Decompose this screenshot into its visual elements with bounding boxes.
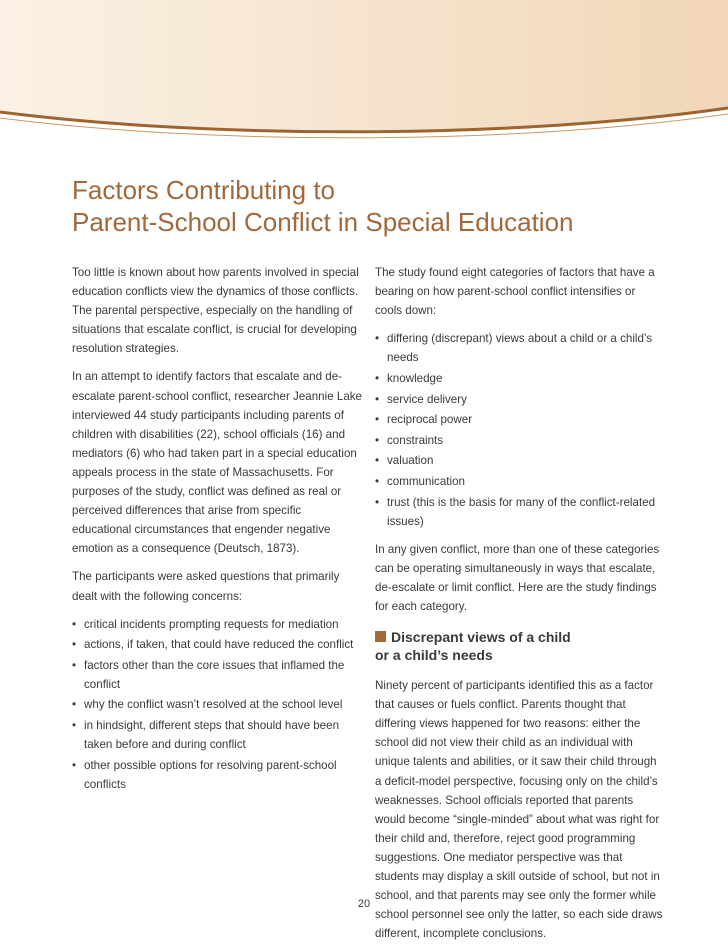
questions-intro-paragraph: The participants were asked questions that primarily dealt with the following concerns: — [72, 570, 340, 603]
study-description-paragraph: In an attempt to identify factors that escalate and de-escalate parent-school conflict, researcher Jeannie Lake interviewed 44 study participants including parents of children with disabilities (22), school officials (16) and mediators (6) who had taken part in a special education appeals process in the state of Massachusetts. For purposes of the study, conflict was defined as real or perceived differences that arise from specific educational circumstances that engender negative emotion as a consequence (Deutsch, 1873). — [72, 370, 363, 556]
list-item: • constraints — [375, 431, 665, 450]
subheading-line-2: or a child’s needs — [375, 647, 493, 664]
list-item: • actions, if taken, that could have reduced the conflict — [72, 635, 362, 654]
list-item: • critical incidents prompting requests for mediation — [72, 615, 362, 634]
list-item: • knowledge — [375, 369, 665, 388]
discrepant-views-paragraph: Ninety percent of participants identified this as a factor that causes or fuels conflict. Parents thought that differing views happened for two reasons: either the school did not view their child as an individual with unique talents and abilities, or it saw their child through a deficit-model perspective, focusing only on the child’s weaknesses. School officials reported that parents would become “single-minded” about what was right for their child and, therefore, reject good programming suggestions. One mediator perspective was that students may display a skill outside of school, but not in school, and that parents may see only the former while school personnel see only the latter, so each side draws different, incomplete conclusions. — [375, 679, 663, 941]
square-bullet-icon — [375, 631, 386, 642]
intro-paragraph: Too little is known about how parents involved in special education conflicts view the dynamics of those conflicts. The parental perspective, especially on the handling of situations that escalate conflict, is crucial for developing resolution strategies. — [72, 266, 359, 356]
list-item: • trust (this is the basis for many of the conflict-related issues) — [375, 493, 665, 531]
simultaneous-categories-paragraph: In any given conflict, more than one of these categories can be operating simultaneously in ways that escalate, de-escalate or limit conflict. Here are the study findings for each category. — [375, 542, 660, 613]
page-number: 20 — [357, 898, 371, 910]
page-title — [72, 174, 692, 238]
list-item: • why the conflict wasn’t resolved at the school level — [72, 695, 362, 714]
right-column — [375, 263, 665, 952]
categories-list — [375, 329, 665, 530]
swoosh-light-fill — [0, 0, 728, 132]
list-item: • valuation — [375, 451, 665, 470]
list-item: • other possible options for resolving parent-school conflicts — [72, 756, 362, 794]
list-item: • reciprocal power — [375, 410, 665, 429]
list-item: • in hindsight, different steps that should have been taken before and during conflict — [72, 716, 362, 754]
list-item: • communication — [375, 472, 665, 491]
list-item: • service delivery — [375, 390, 665, 409]
list-item: • factors other than the core issues that inflamed the conflict — [72, 656, 362, 694]
title-line-1: Factors Contributing to — [72, 175, 336, 205]
concerns-list — [72, 615, 362, 794]
categories-intro-paragraph: The study found eight categories of factors that have a bearing on how parent-school conflict intensifies or cools down: — [375, 266, 655, 318]
left-column — [72, 263, 362, 803]
list-item: • differing (discrepant) views about a child or a child’s needs — [375, 329, 665, 367]
subheading-line-1: Discrepant views of a child — [391, 629, 571, 646]
section-subheading — [375, 628, 665, 664]
title-line-2: Parent-School Conflict in Special Education — [72, 207, 574, 237]
